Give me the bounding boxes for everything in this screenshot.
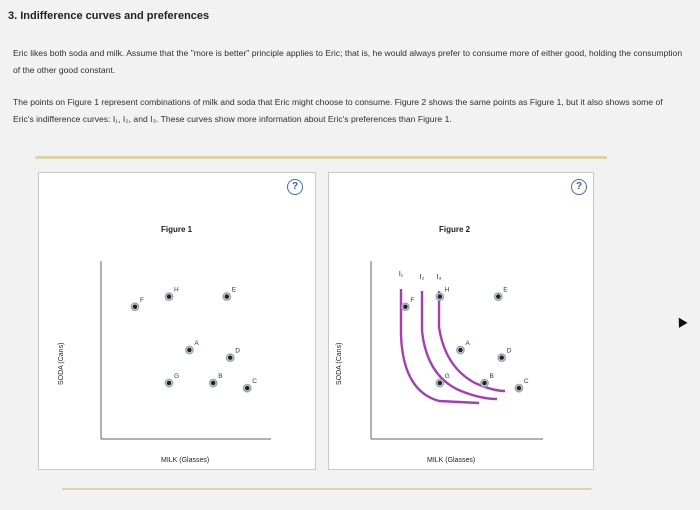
figure-2-title: Figure 2 — [439, 225, 471, 234]
point-e[interactable] — [495, 287, 509, 301]
point-label: D — [506, 347, 512, 355]
mouse-cursor-icon — [674, 315, 687, 328]
point-label: C — [252, 378, 257, 386]
point-marker-core — [228, 355, 233, 360]
figure-1-panel — [38, 172, 316, 470]
point-a[interactable] — [457, 340, 471, 354]
point-a[interactable] — [186, 340, 200, 354]
point-label: H — [174, 286, 179, 294]
point-marker-core — [496, 294, 501, 299]
point-label: F — [410, 296, 415, 304]
point-d[interactable] — [227, 348, 241, 362]
point-marker-core — [211, 381, 216, 386]
point-d[interactable] — [498, 348, 512, 362]
figure-1-x-axis-label: MILK (Glasses) — [161, 457, 210, 464]
figure-2-x-axis-label: MILK (Glasses) — [427, 457, 476, 464]
point-label: B — [489, 373, 494, 381]
point-label: B — [218, 373, 223, 381]
point-label: E — [231, 286, 237, 294]
point-marker-core — [438, 381, 443, 386]
figure-1-title: Figure 1 — [161, 225, 193, 234]
point-b[interactable] — [210, 373, 223, 387]
point-label: D — [235, 347, 240, 355]
indifference-curve-label-2: I₂ — [419, 274, 425, 281]
point-marker-core — [517, 386, 522, 391]
point-e[interactable] — [223, 287, 237, 301]
point-h[interactable] — [436, 287, 450, 301]
point-marker-core — [167, 294, 172, 299]
point-label: E — [503, 286, 508, 294]
question-title: 3. Indifference curves and preferences — [8, 10, 210, 22]
point-label: H — [444, 286, 450, 294]
point-label: A — [465, 340, 470, 347]
figure-2-y-axis-label: SODA (Cans) — [336, 342, 343, 385]
figure-description-paragraph: The points on Figure 1 represent combinations of milk and soda that Eric might choose to consume. Figure 2 shows the same points as Figure 1, but it also shows some of Eric's indifference curves: I₁, I₂, and I₃. These curves show more information about Eric's preferences than Figure 1. — [13, 97, 663, 124]
point-h[interactable] — [165, 287, 179, 301]
point-label: C — [523, 378, 529, 386]
figure-1-y-axis-label: SODA (Cans) — [58, 342, 65, 385]
help-icon[interactable]: ? — [571, 179, 587, 195]
point-b[interactable] — [481, 373, 494, 387]
point-marker-core — [482, 381, 487, 386]
point-marker-core — [403, 304, 408, 309]
top-divider — [35, 156, 607, 159]
indifference-curve-label-1: I₁ — [398, 271, 404, 278]
point-c[interactable] — [515, 378, 529, 392]
point-g[interactable] — [165, 373, 179, 387]
figure-2-graph[interactable] — [329, 173, 593, 469]
point-marker-core — [167, 381, 172, 386]
point-marker-core — [187, 348, 192, 353]
point-f[interactable] — [402, 297, 415, 311]
point-label: G — [174, 373, 180, 381]
figure-1-graph[interactable] — [39, 173, 315, 469]
indifference-curve-label-3: I₃ — [436, 274, 442, 281]
point-marker-core — [133, 304, 138, 309]
point-marker-core — [438, 294, 443, 299]
point-label: A — [194, 340, 199, 347]
help-icon[interactable]: ? — [287, 179, 303, 195]
figure-2-panel — [328, 172, 594, 470]
point-marker-core — [245, 386, 250, 391]
point-marker-core — [458, 348, 463, 353]
point-marker-core — [499, 355, 504, 360]
point-label: G — [444, 373, 450, 381]
intro-paragraph: Eric likes both soda and milk. Assume that the "more is better" principle applies to Eric; that is, he would always prefer to consume more of either good, holding the consumption of the other good constant. — [13, 48, 683, 75]
point-marker-core — [225, 294, 230, 299]
bottom-divider — [62, 488, 592, 490]
point-label: F — [140, 296, 144, 304]
point-c[interactable] — [244, 378, 258, 392]
point-f[interactable] — [131, 297, 144, 311]
